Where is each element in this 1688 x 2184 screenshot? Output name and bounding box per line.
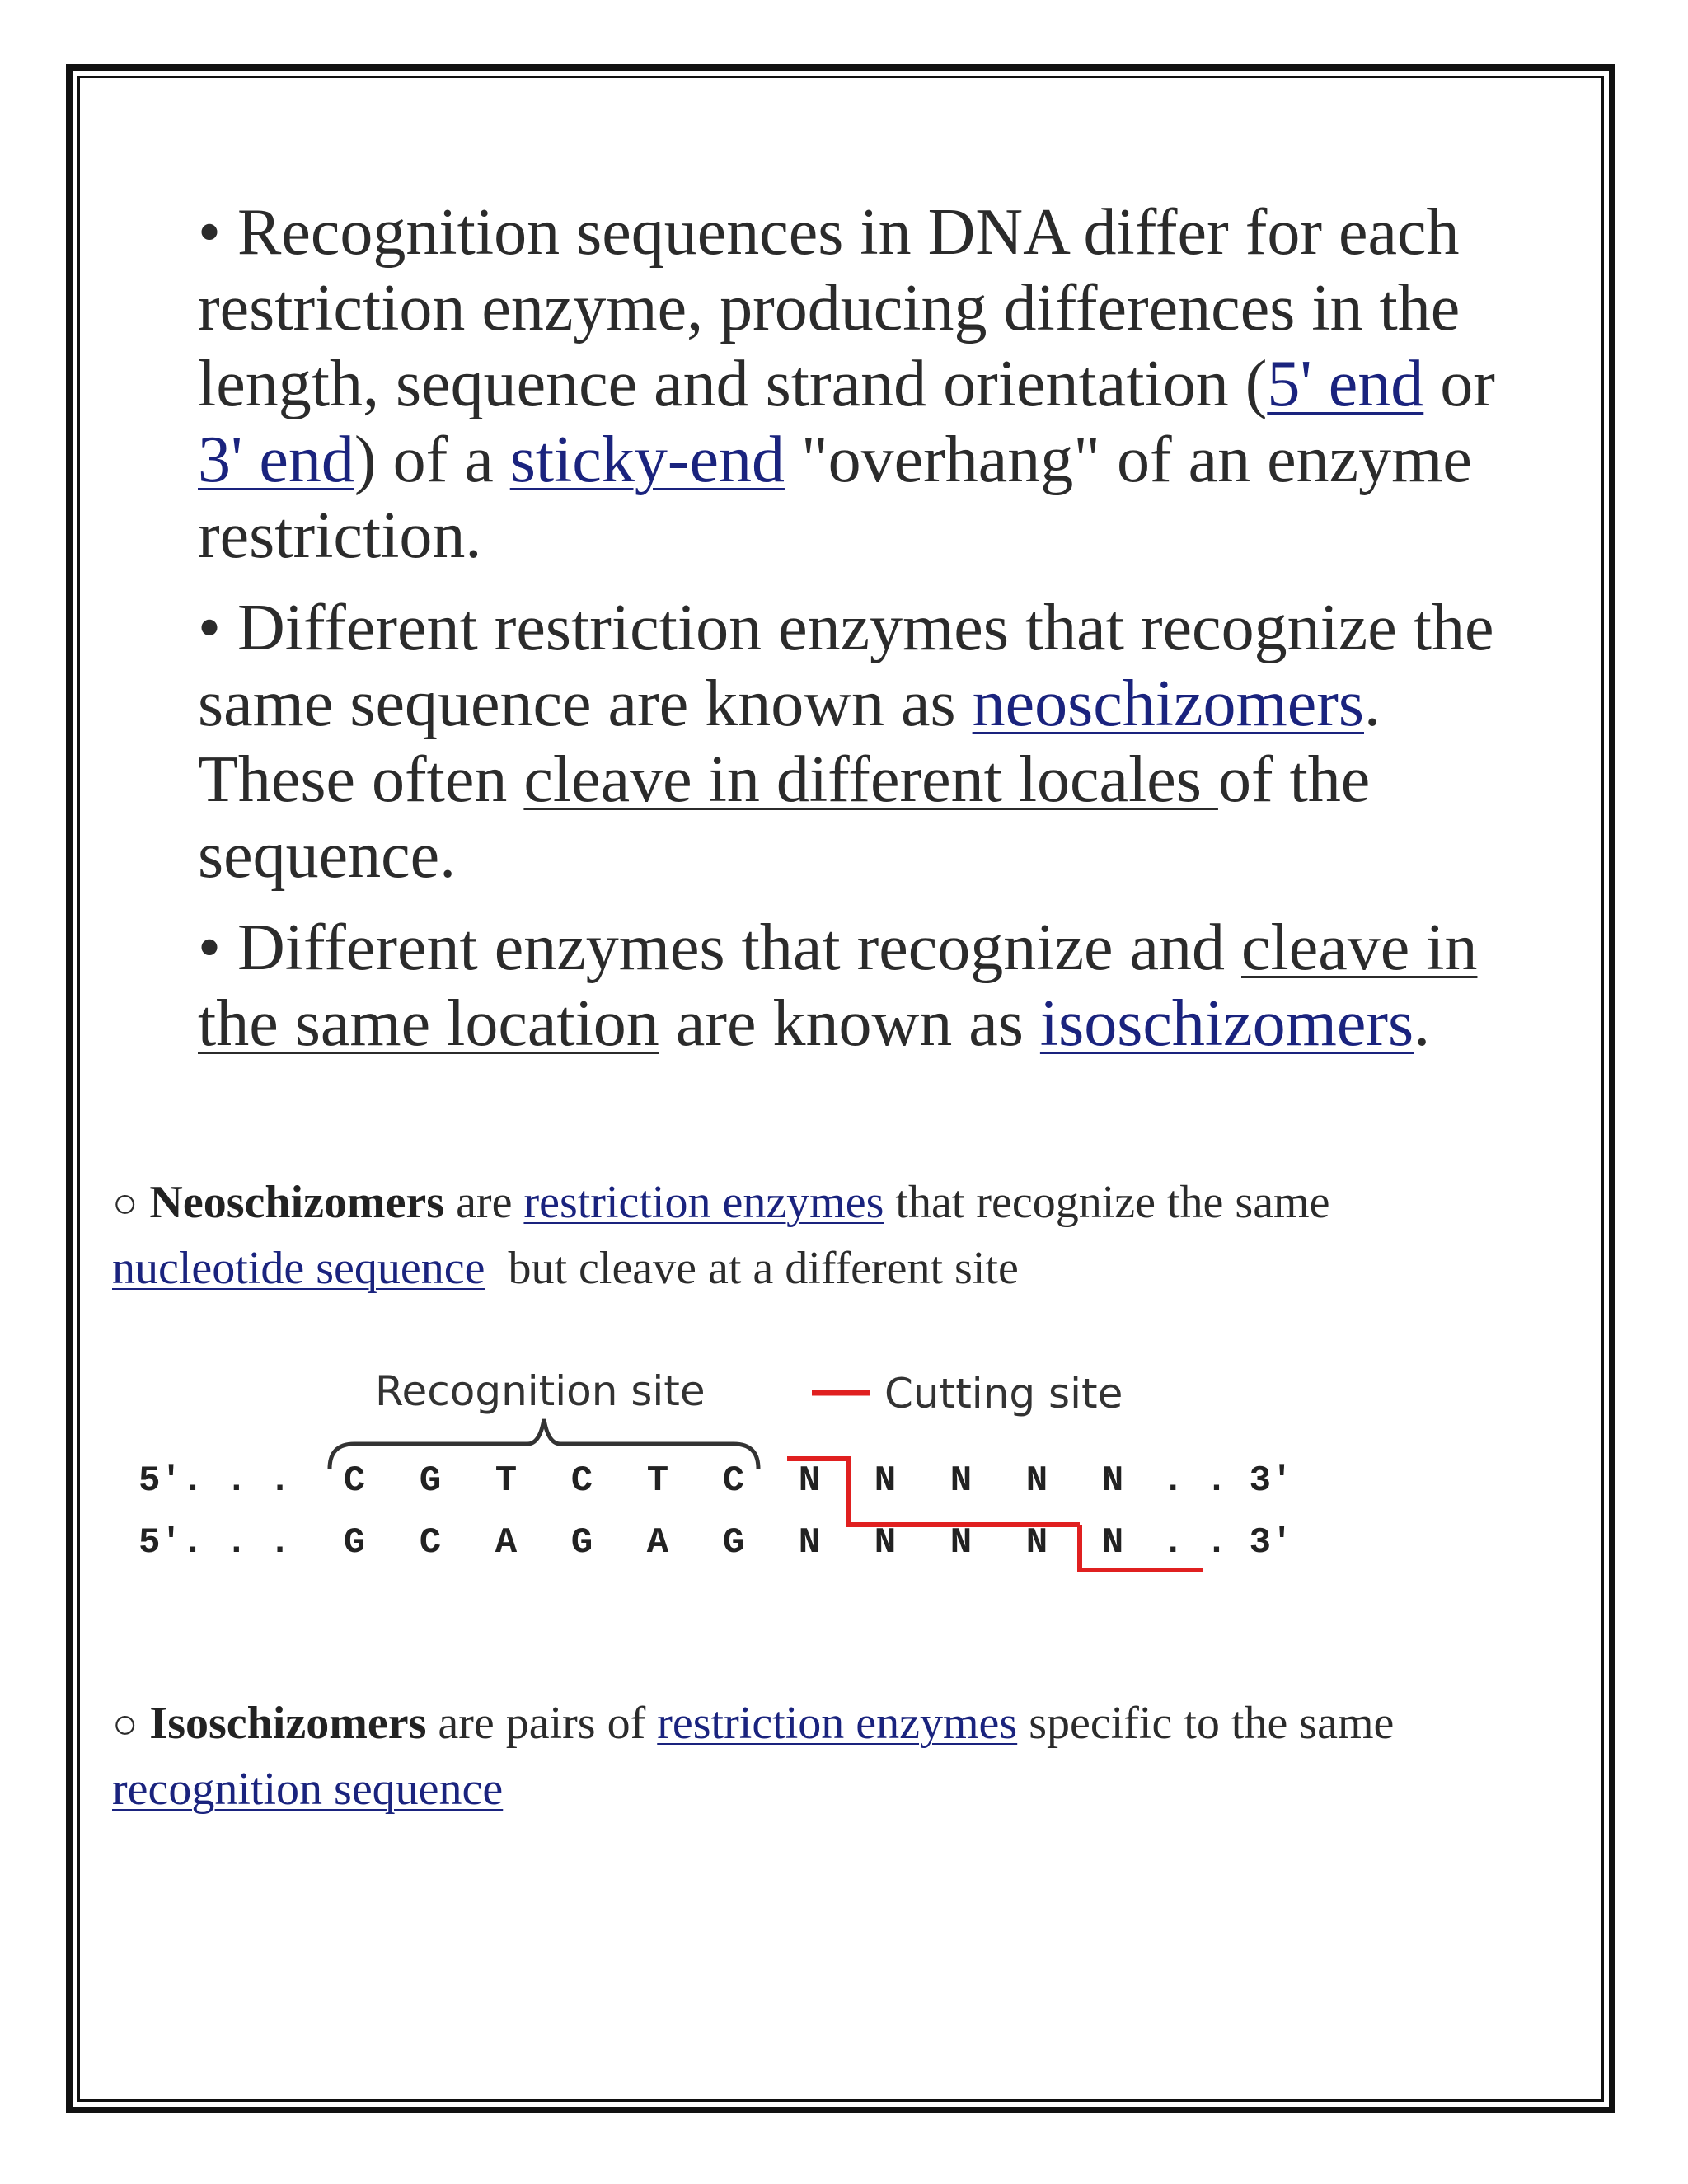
bottom-strand-base: N [798,1522,821,1563]
top-strand-prefix: 5'. . . [138,1460,291,1502]
link-restriction-enzymes[interactable]: restriction enzymes [523,1177,884,1228]
bottom-strand-base: G [722,1522,745,1563]
cutting-site-label: Cutting site [884,1370,1123,1418]
top-strand-base: C [343,1460,366,1502]
bottom-strand-base: G [570,1522,593,1563]
top-strand-base: C [722,1460,745,1502]
top-strand-suffix: . . 3' [1162,1460,1293,1502]
top-strand-base: G [419,1460,442,1502]
bullet-recognition-sequences: • Recognition sequences in DNA differ for each restriction enzyme, producing differences in the length, sequence and strand orientation (5' end or 3' end) of a sticky-end "overhang" of an enzyme restriction. [198,196,1495,572]
bullet-isoschizomers: • Different enzymes that recognize and cleave in the same location are known as isoschizomers. [198,912,1478,1060]
bottom-strand-base: N [1101,1522,1124,1563]
isoschizomers-definition: ○ Isoschizomers are pairs of restriction enzymes specific to the same recognition sequence [112,1698,1395,1815]
bottom-strand-base: C [419,1522,442,1563]
bottom-strand-base: A [646,1522,669,1563]
link-3-end[interactable]: 3' end [198,424,354,496]
top-strand-base: N [1025,1460,1048,1502]
underlined-cleave-different: cleave in different locales [523,743,1218,816]
link-restriction-enzymes-2[interactable]: restriction enzymes [657,1698,1018,1749]
neoschizomers-definition: ○ Neoschizomers are restriction enzymes that recognize the same nucleotide sequence but cleave at a different site [112,1177,1330,1294]
top-strand-base: T [646,1460,669,1502]
underlined-cleave-same: cleave in the same location [198,912,1478,1060]
recognition-site-label: Recognition site [375,1367,706,1415]
link-isoschizomers[interactable]: isoschizomers [1039,987,1414,1060]
top-strand-base: N [1101,1460,1124,1502]
bullet-neoschizomers: • Different restriction enzymes that recognize the same sequence are known as neoschizomers. These often cleave in different locales of the sequence. [198,592,1494,892]
term-neoschizomers: Neoschizomers [149,1177,445,1228]
link-neoschizomers[interactable]: neoschizomers [972,668,1364,740]
link-recognition-sequence[interactable]: recognition sequence [112,1764,504,1815]
bottom-strand-base: N [874,1522,897,1563]
bullet-list [198,194,1500,1078]
top-strand-base: T [495,1460,518,1502]
circle-bullet-icon: ○ [112,1180,138,1227]
bottom-strand-base: A [495,1522,518,1563]
top-strand-base: C [570,1460,593,1502]
bottom-strand-base: G [343,1522,366,1563]
bottom-strand-prefix: 5'. . . [138,1522,291,1563]
top-strand-base: N [798,1460,821,1502]
term-isoschizomers: Isoschizomers [149,1698,427,1749]
bottom-strand-base: N [1025,1522,1048,1563]
link-5-end[interactable]: 5' end [1267,348,1424,420]
top-strand-base: N [950,1460,973,1502]
circle-bullet-icon: ○ [112,1701,138,1748]
link-sticky-end[interactable]: sticky-end [509,424,785,496]
bottom-strand-base: N [950,1522,973,1563]
top-strand-base: N [874,1460,897,1502]
bottom-strand-suffix: . . 3' [1162,1522,1293,1563]
link-nucleotide-sequence[interactable]: nucleotide sequence [112,1243,485,1294]
